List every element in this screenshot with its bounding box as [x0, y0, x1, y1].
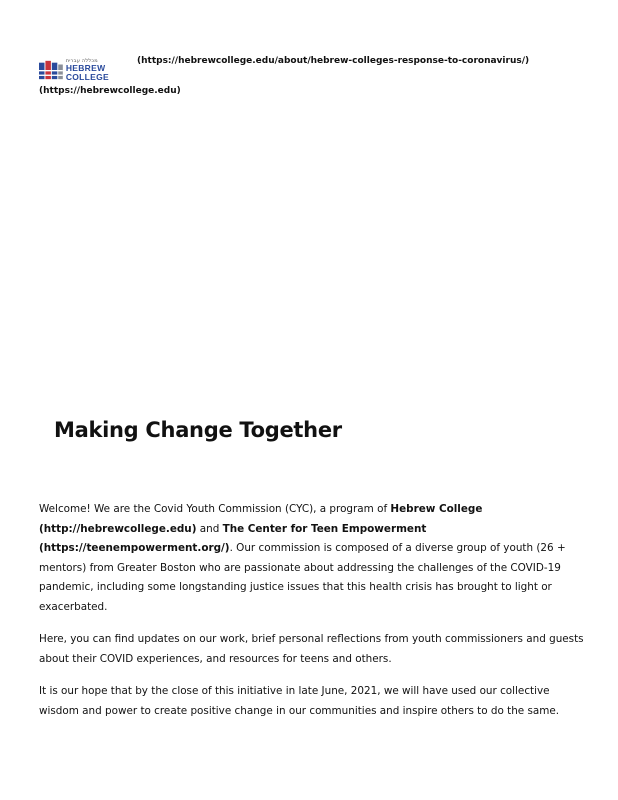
- intro-paragraph-updates: Here, you can find updates on our work, brief personal reflections from youth commissioners and guests about their COVID experiences, and resources for teens and others.: [39, 633, 584, 665]
- intro-paragraph-hope: It is our hope that by the close of this initiative in late June, 2021, we will have used our collective wisdom and power to create positive change in our communities and inspire others to do the same.: [39, 685, 560, 717]
- intro-paragraph-welcome: [39, 500, 584, 617]
- commission-text: . Our commission is composed of a diverse group of youth (26 + mentors) from Greater Boston who are passionate about addressing the challenges of the COVID-19 pandemic, including some longstanding justice issues that this health crisis has brought to light or exacerbated.: [39, 542, 566, 613]
- coronavirus-response-link[interactable]: (https://hebrewcollege.edu/about/hebrew-colleges-response-to-coronavirus/): [137, 56, 530, 66]
- teen-empowerment-link[interactable]: The Center for Teen Empowerment (https://teenempowerment.org/): [39, 522, 427, 554]
- logo-text: [66, 59, 109, 81]
- hebrew-college-logo-mark-icon: [39, 58, 63, 82]
- logo-line-hebrew: HEBREW: [65, 63, 106, 73]
- intro-content: [39, 500, 584, 734]
- home-link[interactable]: (https://hebrewcollege.edu): [39, 86, 181, 96]
- conjunction-text: and: [196, 522, 223, 535]
- hebrew-college-link[interactable]: Hebrew College (http://hebrewcollege.edu): [39, 503, 483, 535]
- hebrew-college-logo[interactable]: [39, 58, 109, 82]
- logo-line-college: COLLEGE: [65, 71, 109, 82]
- page-title: Making Change Together: [54, 418, 342, 442]
- welcome-text: Welcome! We are the Covid Youth Commission (CYC), a program of: [39, 503, 391, 515]
- logo-hebrew-text: מכללה עברית: [65, 58, 98, 64]
